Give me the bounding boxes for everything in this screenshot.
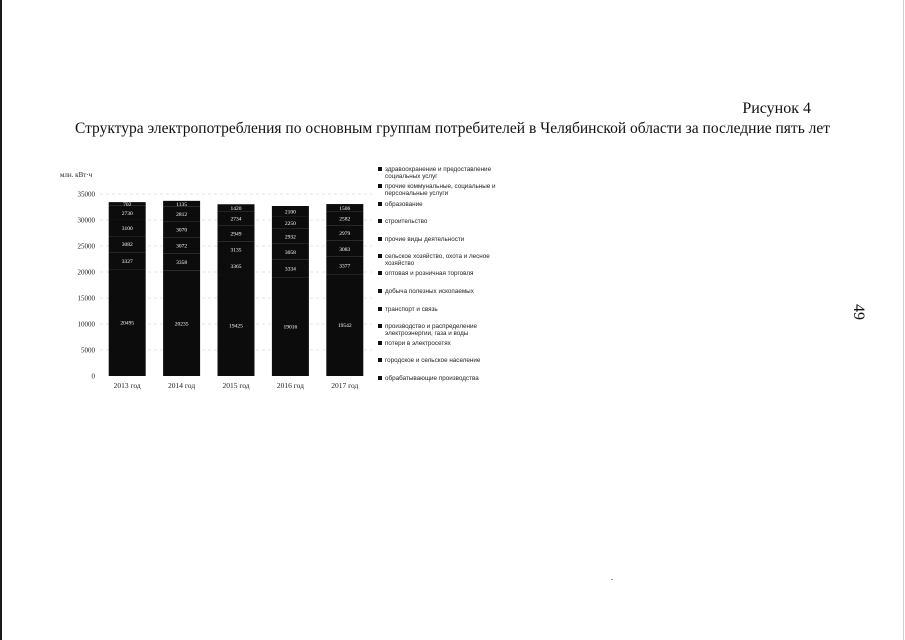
data-label: 3083 [339,246,351,253]
data-label: 2250 [284,220,296,227]
legend-label: потери в электросетях [385,340,451,347]
x-tick-label: 2017 год [331,381,359,390]
legend-item [378,357,518,364]
data-label: 20495 [120,320,135,327]
legend-item [378,201,518,208]
scan-speck [611,579,613,580]
legend-item [378,253,518,267]
data-label: 3070 [176,227,188,234]
y-axis-label: млн. кВт·ч [60,171,93,179]
legend-label: обрабатывающие производства [385,375,479,382]
legend-item [378,288,518,295]
data-label: 3082 [121,242,133,249]
data-label: 19425 [229,323,243,330]
legend-label: прочие коммунальные, социальные и персональные услуги [385,183,496,197]
data-label: 3100 [121,226,133,233]
figure-label: Рисунок 4 [742,100,811,117]
data-label: 20235 [174,321,189,328]
legend-label: образование [385,201,423,208]
y-tick-label: 30000 [77,216,95,225]
legend-swatch [378,254,382,258]
y-tick-label: 15000 [77,294,95,303]
x-tick-label: 2014 год [168,381,196,390]
legend-label: городское и сельское население [385,357,481,364]
legend-item [378,340,518,347]
legend-swatch [378,271,382,275]
data-label: 3377 [339,263,351,270]
legend-label: строительство [385,218,428,225]
y-tick-label: 35000 [77,190,95,199]
y-tick-label: 10000 [77,320,95,329]
legend-swatch [378,358,382,362]
legend-swatch [378,307,382,311]
data-label: 3358 [176,260,188,267]
chart-title: Структура электропотребления по основным группам потребителей в Челябинской области за последние пять лет [74,120,831,137]
legend-item [378,375,518,382]
legend-item [378,270,518,277]
x-tick-label: 2015 год [222,381,250,390]
legend-item [378,306,518,313]
data-label: 2812 [176,212,188,219]
y-tick-label: 5000 [81,346,95,355]
legend-item [378,183,518,197]
y-tick-label: 0 [91,372,95,381]
data-label: 2979 [339,231,351,238]
legend-swatch [378,376,382,380]
legend-label: оптовая и розничная торговля [385,270,474,277]
legend-swatch [378,289,382,293]
legend-swatch [378,237,382,241]
y-tick-label: 20000 [77,268,95,277]
x-tick-label: 2016 год [276,381,304,390]
data-label: 19542 [337,323,352,330]
data-label: 2734 [230,216,242,223]
data-label: 1506 [339,205,351,212]
legend-label: транспорт и связь [385,306,438,313]
legend-swatch [378,184,382,188]
data-label: 1135 [176,201,187,208]
data-label: 702 [123,201,132,208]
x-tick-label: 2013 год [113,381,141,390]
data-label: 2932 [284,234,296,241]
page-number: 49 [850,304,867,320]
data-label: 2100 [284,209,296,216]
data-label: 2730 [121,210,133,217]
data-label: 2949 [230,231,242,238]
legend-swatch [378,202,382,206]
data-label: 3072 [176,243,188,250]
legend-label: сельское хозяйство, охота и лесное хозяйство [385,253,490,267]
legend-item [378,323,518,337]
data-label: 1420 [230,205,242,212]
legend-swatch [378,219,382,223]
legend-item [378,166,518,180]
legend-label: добыча полезных ископаемых [385,288,474,295]
legend-swatch [378,341,382,345]
data-label: 2582 [339,216,351,223]
legend-swatch [378,324,382,328]
data-label: 3365 [230,264,242,271]
legend-label: здравоохранение и предоставление социальных услуг [385,166,492,180]
legend-label: прочие виды деятельности [385,236,465,243]
y-tick-label: 25000 [77,242,95,251]
legend-item [378,236,518,243]
data-label: 19016 [283,324,298,331]
legend-swatch [378,167,382,171]
data-label: 3058 [284,249,296,256]
legend-label: производство и распределение электроэнергии, газа и воды [385,323,478,337]
data-label: 3135 [230,247,242,254]
legend-item [378,218,518,225]
data-label: 3334 [284,266,296,273]
data-label: 3327 [121,258,133,265]
